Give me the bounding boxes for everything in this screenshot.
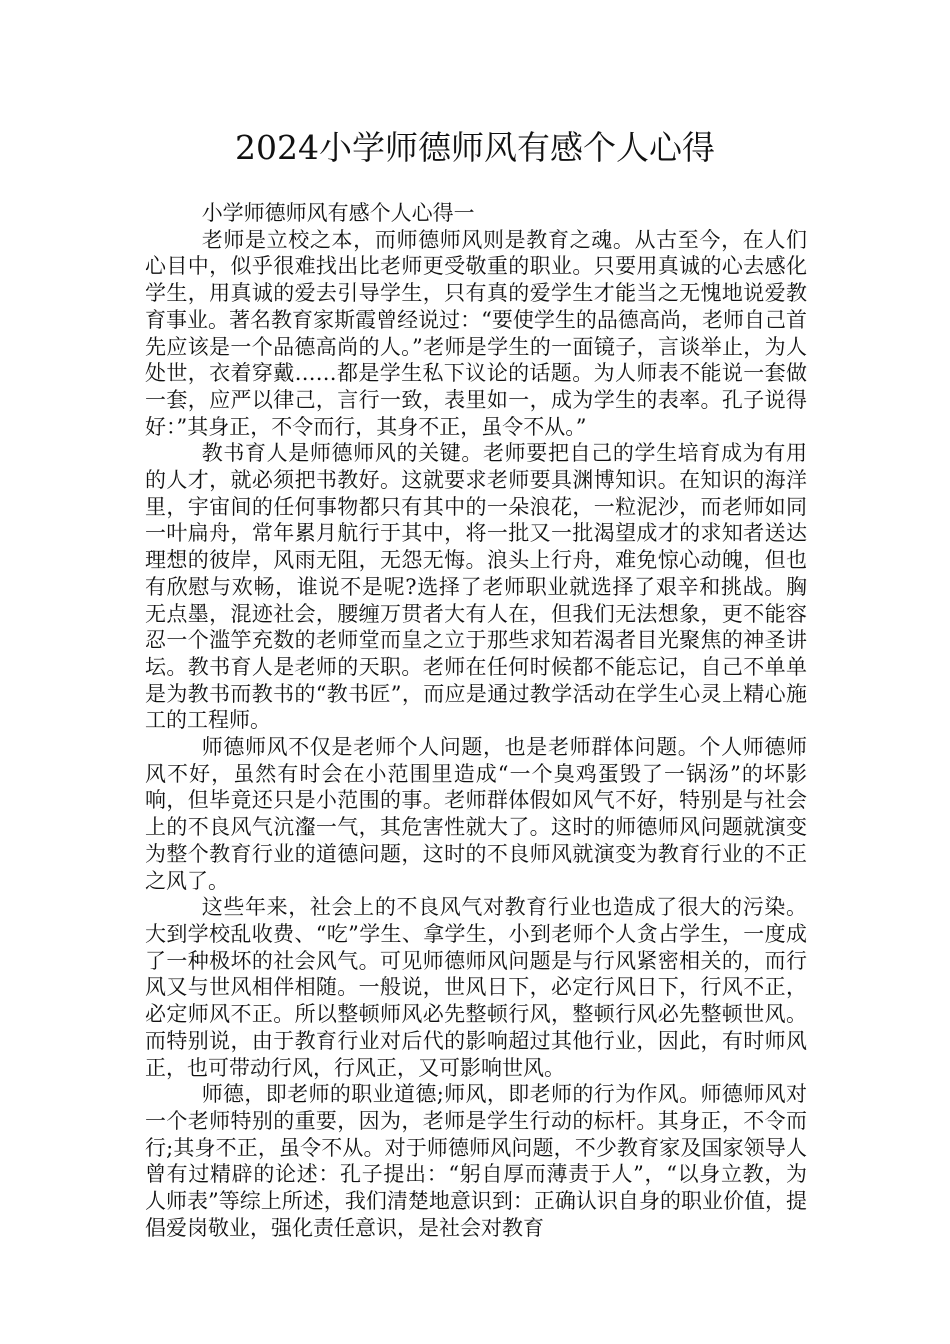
paragraph: 师德师风不仅是老师个人问题，也是老师群体问题。个人师德师风不好，虽然有时会在小范围里造成“一个臭鸡蛋毁了一锅汤”的坏影响，但毕竟还只是小范围的事。老师群体假如风气不好，特别是与社会上的不良风气沆瀣一气，其危害性就大了。这时的师德师风问题就演变为整个教育行业的道德问题，这时的不良师风就演变为教育行业的不正之风了。 xyxy=(145,735,807,893)
paragraph: 教书育人是师德师风的关键。老师要把自己的学生培育成为有用的人才，就必须把书教好。这就要求老师要具渊博知识。在知识的海洋里，宇宙间的任何事物都只有其中的一朵浪花，一粒泥沙，而老师如同一叶扁舟，常年累月航行于其中，将一批又一批渴望成才的求知者送达理想的彼岸，风雨无阻，无怨无悔。浪头上行舟，难免惊心动魄，但也有欣慰与欢畅，谁说不是呢?选择了老师职业就选择了艰辛和挑战。胸无点墨，混迹社会，腰缠万贯者大有人在，但我们无法想象，更不能容忍一个滥竽充数的老师堂而皇之立于那些求知若渴者目光聚焦的神圣讲坛。教书育人是老师的天职。老师在任何时候都不能忘记，自己不单单是为教书而教书的“教书匠”，而应是通过教学活动在学生心灵上精心施工的工程师。 xyxy=(145,441,807,733)
document-title: 2024小学师德师风有感个人心得 xyxy=(235,128,715,167)
paragraph: 师德，即老师的职业道德;师风，即老师的行为作风。师德师风对一个老师特别的重要，因为，老师是学生行动的标杆。其身正，不令而行;其身不正，虽令不从。对于师德师风问题，不少教育家及国家领导人曾有过精辟的论述：孔子提出：“躬自厚而薄责于人”，“以身立教，为人师表”等综上所述，我们清楚地意识到：正确认识自身的职业价值，提倡爱岗敬业，强化责任意识，是社会对教育 xyxy=(145,1082,807,1240)
paragraph: 老师是立校之本，而师德师风则是教育之魂。从古至今，在人们心目中，似乎很难找出比老师更受敬重的职业。只要用真诚的心去感化学生，用真诚的爱去引导学生，只有真的爱学生才能当之无愧地说爱教育事业。著名教育家斯霞曾经说过：“要使学生的品德高尚，老师自己首先应该是一个品德高尚的人。”老师是学生的一面镜子，言谈举止，为人处世，衣着穿戴……都是学生私下议论的话题。为人师表不能说一套做一套，应严以律己，言行一致，表里如一，成为学生的表率。孔子说得好：”其身正，不令而行，其身不正，虽令不从。” xyxy=(145,227,807,439)
section-heading: 小学师德师风有感个人心得一 xyxy=(201,201,475,225)
document-body xyxy=(145,200,807,1241)
paragraph: 这些年来，社会上的不良风气对教育行业也造成了很大的污染。大到学校乱收费、“吃”学生、拿学生，小到老师个人贪占学生，一度成了一种极坏的社会风气。可见师德师风问题是与行风紧密相关的，而行风又与世风相伴相随。一般说，世风日下，必定行风日下，行风不正，必定师风不正。所以整顿师风必先整顿行风，整顿行风必先整顿世风。而特别说，由于教育行业对后代的影响超过其他行业，因此，有时师风正，也可带动行风，行风正，又可影响世风。 xyxy=(145,895,807,1080)
